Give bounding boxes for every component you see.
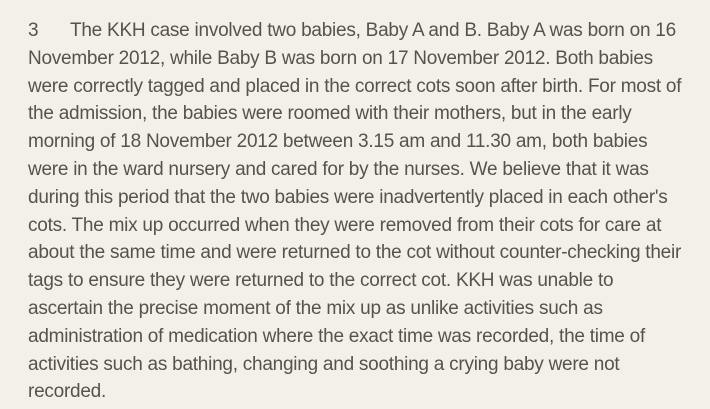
- paragraph-number: 3: [28, 20, 39, 41]
- paragraph-text: The KKH case involved two babies, Baby A and B. Baby A was born on 16 November 2012, while Baby B was born on 17 November 2012. Both babies were correctly tagged and placed in the correct cots soon after birth. For most of the admission, the babies were roomed with their mothers, but in the early morning of 18 November 2012 between 3.15 am and 11.30 am, both babies were in the ward nursery and cared for by the nurses. We believe that it was during this period that the two babies were inadvertently placed in each other's cots. The mix up occurred when they were removed from their cots for care at about the same time and were returned to the cot without counter-checking their tags to ensure they were returned to the correct cot. KKH was unable to ascertain the precise moment of the mix up as unlike activities such as administration of medication where the exact time was recorded, the time of activities such as bathing, changing and soothing a crying baby were not recorded.: [28, 20, 682, 403]
- paragraph: [28, 17, 690, 406]
